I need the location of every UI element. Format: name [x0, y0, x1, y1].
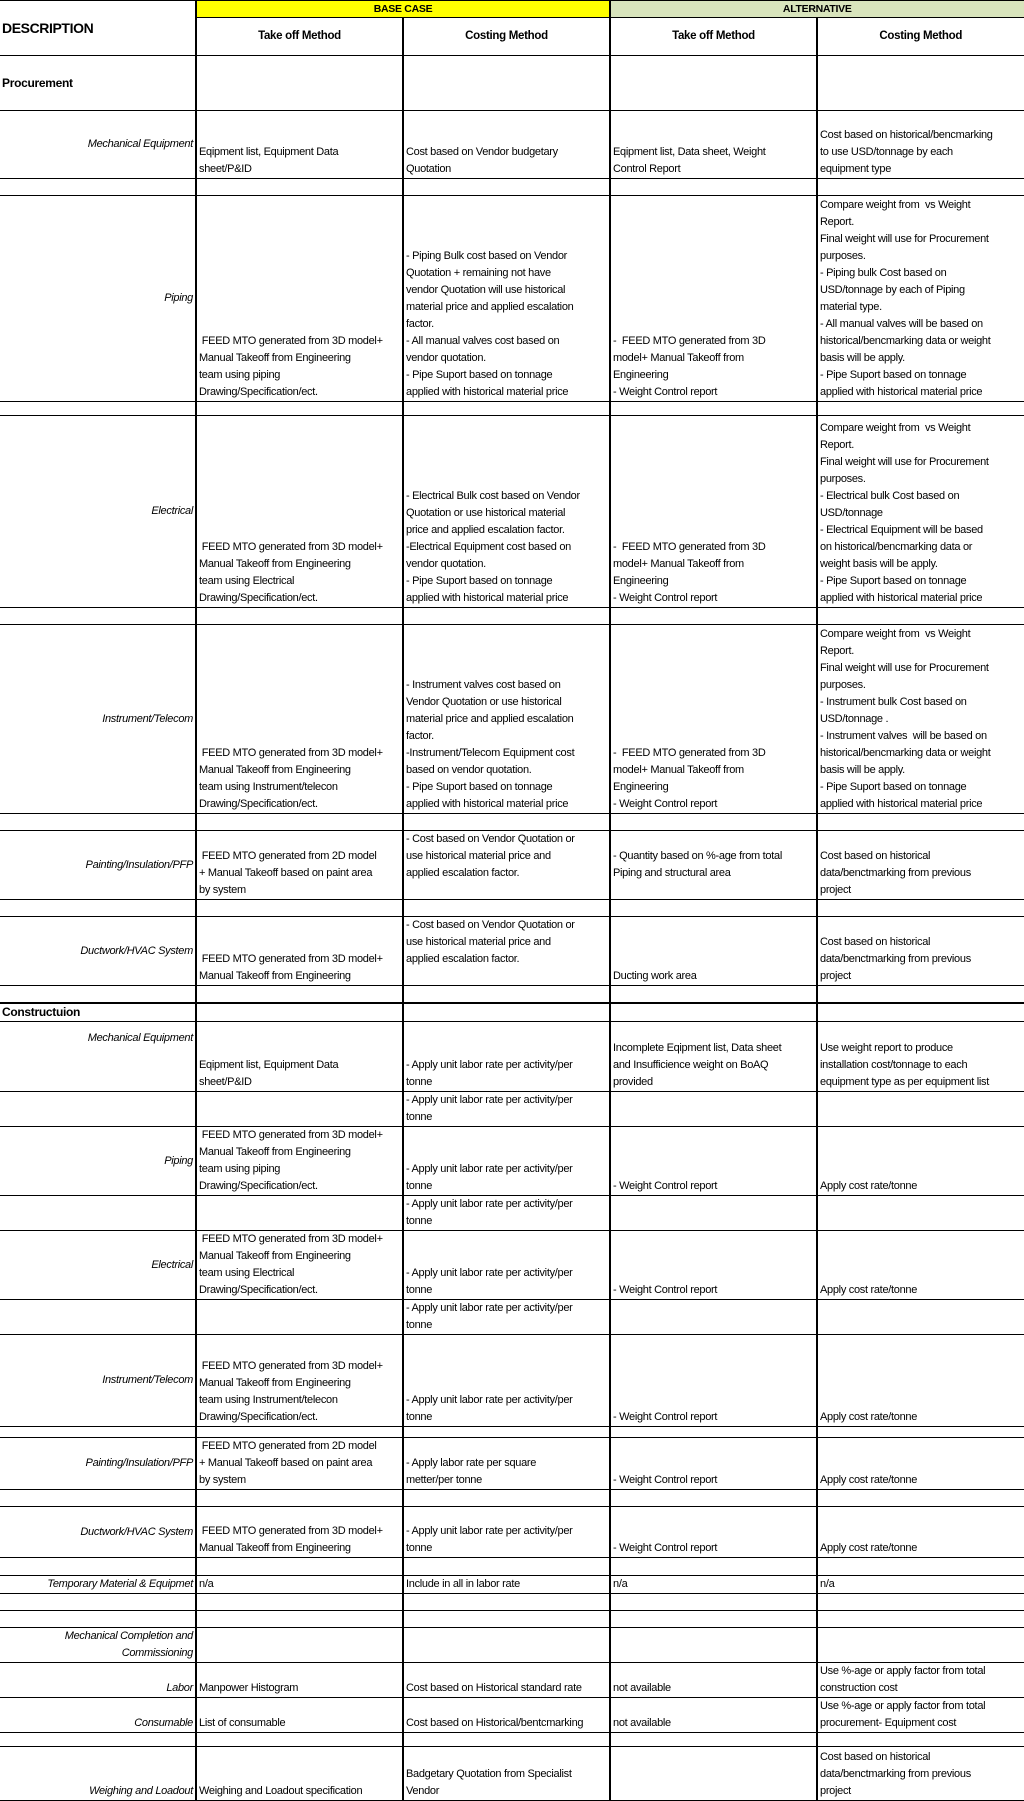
base-costing-cell: - Apply unit labor rate per activity/per tonne — [403, 1196, 610, 1231]
alt-takeoff-cell — [610, 1092, 817, 1127]
base-takeoff-cell: FEED MTO generated from 3D model+ Manual Takeoff from Engineering team using Instrument/telecon Drawing/Specification/ect. — [196, 1335, 403, 1427]
alt-takeoff-cell: not available — [610, 1663, 817, 1698]
base-costing-cell — [403, 986, 610, 1003]
base-takeoff-cell — [196, 1092, 403, 1127]
spacer-row — [0, 1196, 1024, 1231]
description-cell: Mechanical Completion and Commissioning — [0, 1628, 196, 1663]
base-takeoff-cell — [196, 179, 403, 196]
alt-costing-cell — [817, 608, 1024, 625]
table-row — [0, 831, 1024, 900]
spacer-row — [0, 1092, 1024, 1127]
base-takeoff-cell — [196, 1611, 403, 1628]
description-cell: Mechanical Equipment — [0, 111, 196, 179]
spacer-row — [0, 986, 1024, 1003]
description-cell — [0, 1733, 196, 1747]
base-costing-cell: - Apply unit labor rate per activity/per tonne — [403, 1022, 610, 1092]
base-takeoff-cell — [196, 1003, 403, 1022]
description-cell — [0, 1594, 196, 1611]
alt-takeoff-cell: - Weight Control report — [610, 1507, 817, 1558]
alt-takeoff-cell — [610, 608, 817, 625]
base-takeoff-cell: n/a — [196, 1576, 403, 1594]
base-takeoff-cell — [196, 814, 403, 831]
alt-takeoff-cell: - Weight Control report — [610, 1231, 817, 1300]
description-cell: Painting/Insulation/PFP — [0, 831, 196, 900]
alt-costing-cell: Use %-age or apply factor from total procurement- Equipment cost — [817, 1698, 1024, 1733]
spacer-row — [0, 1427, 1024, 1438]
base-costing-cell — [403, 1490, 610, 1507]
alt-takeoff-cell — [610, 1747, 817, 1801]
table-row — [0, 1127, 1024, 1196]
alt-takeoff-cell — [610, 986, 817, 1003]
alt-costing-cell: Compare weight from vs Weight Report. Final weight will use for Procurement purposes. - Instrument bulk Cost based on USD/tonnage . - Instrument valves will be based on historical/bencmarking data or weight basis will be apply. - Pipe Suport based on tonnage applied with historical material price — [817, 625, 1024, 814]
table-body — [0, 56, 1024, 1801]
alternative-header: ALTERNATIVE — [610, 1, 1024, 18]
base-costing-cell: - Apply unit labor rate per activity/per tonne — [403, 1092, 610, 1127]
base-takeoff-cell — [196, 608, 403, 625]
base-takeoff-cell — [196, 1594, 403, 1611]
base-costing-cell: Badgetary Quotation from Specialist Vendor — [403, 1747, 610, 1801]
table-row — [0, 1335, 1024, 1427]
alt-takeoff-cell — [610, 1628, 817, 1663]
alt-takeoff-cell — [610, 56, 817, 111]
alt-costing-cell — [817, 1003, 1024, 1022]
base-takeoff-cell — [196, 986, 403, 1003]
alt-costing-cell — [817, 900, 1024, 917]
description-cell: Mechanical Equipment — [0, 1022, 196, 1092]
alt-costing-cell — [817, 1092, 1024, 1127]
description-cell — [0, 1427, 196, 1438]
base-takeoff-cell — [196, 1300, 403, 1335]
table-row — [0, 416, 1024, 608]
alt-costing-cell — [817, 1558, 1024, 1576]
base-costing-cell — [403, 1611, 610, 1628]
description-cell: Weighing and Loadout — [0, 1747, 196, 1801]
alt-costing-cell: Compare weight from vs Weight Report. Final weight will use for Procurement purposes. - Electrical bulk Cost based on USD/tonnage - Electrical Equipment will be based on historical/bencmarking data or weight basis will be apply. - Pipe Suport based on tonnage applied with historical material price — [817, 416, 1024, 608]
description-cell — [0, 608, 196, 625]
base-takeoff-cell: FEED MTO generated from 3D model+ Manual Takeoff from Engineering — [196, 1507, 403, 1558]
spacer-row — [0, 1733, 1024, 1747]
description-cell: Piping — [0, 196, 196, 402]
base-takeoff-cell — [196, 1733, 403, 1747]
table-row — [0, 1438, 1024, 1490]
alt-costing-cell: Apply cost rate/tonne — [817, 1127, 1024, 1196]
base-costing-cell: - Cost based on Vendor Quotation or use historical material price and applied escalation factor. — [403, 831, 610, 900]
alt-costing-cell: Cost based on historical data/benctmarking from previous project — [817, 917, 1024, 986]
base-costing-cell: Include in all in labor rate — [403, 1576, 610, 1594]
base-takeoff-cell — [196, 900, 403, 917]
alt-takeoff-cell — [610, 900, 817, 917]
base-costing-cell: Cost based on Vendor budgetary Quotation — [403, 111, 610, 179]
description-cell: Instrument/Telecom — [0, 1335, 196, 1427]
description-cell: Consumable — [0, 1698, 196, 1733]
table-row — [0, 1628, 1024, 1663]
alt-costing-cell — [817, 179, 1024, 196]
description-cell: Electrical — [0, 416, 196, 608]
table-row — [0, 1022, 1024, 1092]
alt-costing-cell: Apply cost rate/tonne — [817, 1335, 1024, 1427]
description-cell — [0, 1611, 196, 1628]
spacer-row — [0, 179, 1024, 196]
base-costing-cell: - Apply labor rate per square metter/per tonne — [403, 1438, 610, 1490]
alt-takeoff-cell — [610, 402, 817, 416]
base-takeoff-cell — [196, 1490, 403, 1507]
alt-costing-cell: Apply cost rate/tonne — [817, 1231, 1024, 1300]
base-costing-cell — [403, 1427, 610, 1438]
alt-costing-cell — [817, 1427, 1024, 1438]
description-cell: Ductwork/HVAC System — [0, 1507, 196, 1558]
table-row — [0, 625, 1024, 814]
spacer-row — [0, 900, 1024, 917]
alt-takeoff-cell — [610, 1003, 817, 1022]
alt-costing-cell — [817, 986, 1024, 1003]
description-cell: Piping — [0, 1127, 196, 1196]
table-row — [0, 1576, 1024, 1594]
section-row — [0, 56, 1024, 111]
spacer-row — [0, 1300, 1024, 1335]
base-costing-cell: Cost based on Historical/bentcmarking — [403, 1698, 610, 1733]
spacer-row — [0, 1611, 1024, 1628]
description-cell — [0, 986, 196, 1003]
alt-takeoff-cell — [610, 1300, 817, 1335]
base-costing-cell — [403, 179, 610, 196]
base-costing-cell: - Electrical Bulk cost based on Vendor Quotation or use historical material price and applied escalation factor. -Electrical Equipment cost based on vendor quotation. - Pipe Suport based on tonnage applied with historical material price — [403, 416, 610, 608]
alt-costing-cell — [817, 1733, 1024, 1747]
alt-takeoff-cell: not available — [610, 1698, 817, 1733]
description-cell — [0, 1558, 196, 1576]
alt-costing-cell — [817, 1300, 1024, 1335]
base-costing-cell — [403, 814, 610, 831]
section-title: Procurement — [0, 56, 196, 111]
base-costing-cell — [403, 1558, 610, 1576]
spacer-row — [0, 814, 1024, 831]
alt-costing-cell: Use %-age or apply factor from total construction cost — [817, 1663, 1024, 1698]
alt-costing-cell — [817, 1490, 1024, 1507]
base-takeoff-cell: Weighing and Loadout specification — [196, 1747, 403, 1801]
spacer-row — [0, 1490, 1024, 1507]
description-cell — [0, 402, 196, 416]
spacer-row — [0, 1594, 1024, 1611]
alt-costing-cell: Apply cost rate/tonne — [817, 1438, 1024, 1490]
base-takeoff-cell: FEED MTO generated from 2D model + Manual Takeoff based on paint area by system — [196, 831, 403, 900]
alt-costing-cell — [817, 1594, 1024, 1611]
alt-takeoff-cell: - FEED MTO generated from 3D model+ Manual Takeoff from Engineering - Weight Control report — [610, 196, 817, 402]
base-costing-cell: - Apply unit labor rate per activity/per tonne — [403, 1231, 610, 1300]
alt-costing-cell: Compare weight from vs Weight Report. Final weight will use for Procurement purposes. - Piping bulk Cost based on USD/tonnage by each of Piping material type. - All manual valves will be based on historical/bencmarking data or weight basis will be apply. - Pipe Suport based on tonnage applied with historical material price — [817, 196, 1024, 402]
description-cell — [0, 1196, 196, 1231]
table-row — [0, 1747, 1024, 1801]
base-takeoff-cell: FEED MTO generated from 3D model+ Manual Takeoff from Engineering team using Electrical Drawing/Specification/ect. — [196, 1231, 403, 1300]
base-takeoff-cell — [196, 1558, 403, 1576]
alt-costing-cell: Use weight report to produce installation cost/tonnage to each equipment type as per equipment list — [817, 1022, 1024, 1092]
description-cell — [0, 1092, 196, 1127]
base-costing-cell: - Cost based on Vendor Quotation or use historical material price and applied escalation factor. — [403, 917, 610, 986]
alt-costing-cell: n/a — [817, 1576, 1024, 1594]
alt-takeoff-cell: - FEED MTO generated from 3D model+ Manual Takeoff from Engineering - Weight Control report — [610, 416, 817, 608]
spacer-row — [0, 402, 1024, 416]
base-costing-cell: - Apply unit labor rate per activity/per tonne — [403, 1335, 610, 1427]
alt-takeoff-cell — [610, 1611, 817, 1628]
table-row — [0, 1663, 1024, 1698]
alt-costing-cell — [817, 56, 1024, 111]
base-takeoff-cell: FEED MTO generated from 3D model+ Manual Takeoff from Engineering — [196, 917, 403, 986]
spacer-row — [0, 608, 1024, 625]
description-cell: Painting/Insulation/PFP — [0, 1438, 196, 1490]
table-row — [0, 1698, 1024, 1733]
base-takeoff-cell: Manpower Histogram — [196, 1663, 403, 1698]
description-cell — [0, 814, 196, 831]
base-takeoff-cell — [196, 1628, 403, 1663]
base-costing-cell — [403, 402, 610, 416]
section-row — [0, 1003, 1024, 1022]
base-takeoff-cell: FEED MTO generated from 3D model+ Manual Takeoff from Engineering team using piping Drawing/Specification/ect. — [196, 1127, 403, 1196]
base-takeoff-cell — [196, 402, 403, 416]
description-cell: Temporary Material & Equipmet — [0, 1576, 196, 1594]
alt-takeoff-cell: Eqipment list, Data sheet, Weight Control Report — [610, 111, 817, 179]
alt-takeoff-cell: - Quantity based on %-age from total Piping and structural area — [610, 831, 817, 900]
base-takeoff-cell: FEED MTO generated from 3D model+ Manual Takeoff from Engineering team using piping Drawing/Specification/ect. — [196, 196, 403, 402]
base-costing-cell: - Apply unit labor rate per activity/per tonne — [403, 1127, 610, 1196]
table-row — [0, 917, 1024, 986]
alt-takeoff-cell: - Weight Control report — [610, 1335, 817, 1427]
alt-takeoff-cell: - FEED MTO generated from 3D model+ Manual Takeoff from Engineering - Weight Control report — [610, 625, 817, 814]
alt-costing-cell — [817, 814, 1024, 831]
base-costing-cell: - Apply unit labor rate per activity/per tonne — [403, 1507, 610, 1558]
base-costing-cell: - Instrument valves cost based on Vendor Quotation or use historical material price and applied escalation factor. -Instrument/Telecom Equipment cost based on vendor quotation. - Pipe Suport based on tonnage applied with historical material price — [403, 625, 610, 814]
base-takeoff-cell: FEED MTO generated from 3D model+ Manual Takeoff from Engineering team using Electrical Drawing/Specification/ect. — [196, 416, 403, 608]
description-cell: Electrical — [0, 1231, 196, 1300]
base-takeoff-cell: FEED MTO generated from 2D model + Manual Takeoff based on paint area by system — [196, 1438, 403, 1490]
base-costing-cell: Cost based on Historical standard rate — [403, 1663, 610, 1698]
alt-takeoff-cell — [610, 1594, 817, 1611]
alt-takeoff-cell: - Weight Control report — [610, 1127, 817, 1196]
alt-takeoff-cell: n/a — [610, 1576, 817, 1594]
base-takeoff-cell — [196, 1427, 403, 1438]
alt-takeoff-cell: Ducting work area — [610, 917, 817, 986]
table-row — [0, 111, 1024, 179]
base-costing-cell: - Piping Bulk cost based on Vendor Quotation + remaining not have vendor Quotation will use historical material price and applied escalation factor. - All manual valves cost based on vendor quotation. - Pipe Suport based on tonnage applied with historical material price — [403, 196, 610, 402]
alt-costing-cell — [817, 1611, 1024, 1628]
alt-takeoff-cell — [610, 814, 817, 831]
alt-takeoff-cell — [610, 1558, 817, 1576]
description-cell — [0, 1490, 196, 1507]
description-cell — [0, 179, 196, 196]
alt-costing-cell: Apply cost rate/tonne — [817, 1507, 1024, 1558]
base-case-header: BASE CASE — [196, 1, 610, 18]
alt-takeoff-cell — [610, 1427, 817, 1438]
alt-costing-cell: Cost based on historical data/benctmarking from previous project — [817, 831, 1024, 900]
description-cell — [0, 1300, 196, 1335]
base-takeoff-cell: FEED MTO generated from 3D model+ Manual Takeoff from Engineering team using Instrument/telecon Drawing/Specification/ect. — [196, 625, 403, 814]
alt-takeoff-cell — [610, 1490, 817, 1507]
base-takeoff-method-header: Take off Method — [196, 18, 403, 56]
base-costing-cell — [403, 1003, 610, 1022]
alt-costing-cell — [817, 1628, 1024, 1663]
base-costing-method-header: Costing Method — [403, 18, 610, 56]
alt-costing-cell — [817, 1196, 1024, 1231]
table-row — [0, 1507, 1024, 1558]
base-costing-cell — [403, 900, 610, 917]
base-costing-cell: - Apply unit labor rate per activity/per tonne — [403, 1300, 610, 1335]
alt-takeoff-cell — [610, 1196, 817, 1231]
base-costing-cell — [403, 56, 610, 111]
description-cell: Ductwork/HVAC System — [0, 917, 196, 986]
description-cell: Instrument/Telecom — [0, 625, 196, 814]
table-row — [0, 1231, 1024, 1300]
alt-takeoff-cell: - Weight Control report — [610, 1438, 817, 1490]
alt-takeoff-method-header: Take off Method — [610, 18, 817, 56]
base-takeoff-cell: Eqipment list, Equipment Data sheet/P&ID — [196, 1022, 403, 1092]
alt-costing-method-header: Costing Method — [817, 18, 1024, 56]
alt-takeoff-cell: Incomplete Eqipment list, Data sheet and Insufficience weight on BoAQ provided — [610, 1022, 817, 1092]
base-takeoff-cell — [196, 1196, 403, 1231]
description-header: DESCRIPTION — [0, 1, 196, 56]
section-title: Constructuion — [0, 1003, 196, 1022]
alt-costing-cell: Cost based on historical data/benctmarking from previous project — [817, 1747, 1024, 1801]
description-cell: Labor — [0, 1663, 196, 1698]
alt-costing-cell: Cost based on historical/bencmarking to use USD/tonnage by each equipment type — [817, 111, 1024, 179]
base-takeoff-cell — [196, 56, 403, 111]
base-costing-cell — [403, 608, 610, 625]
base-costing-cell — [403, 1628, 610, 1663]
alt-takeoff-cell — [610, 179, 817, 196]
base-takeoff-cell: Eqipment list, Equipment Data sheet/P&ID — [196, 111, 403, 179]
spacer-row — [0, 1558, 1024, 1576]
table-row — [0, 196, 1024, 402]
alt-takeoff-cell — [610, 1733, 817, 1747]
alt-costing-cell — [817, 402, 1024, 416]
base-costing-cell — [403, 1594, 610, 1611]
base-costing-cell — [403, 1733, 610, 1747]
description-cell — [0, 900, 196, 917]
base-takeoff-cell: List of consumable — [196, 1698, 403, 1733]
